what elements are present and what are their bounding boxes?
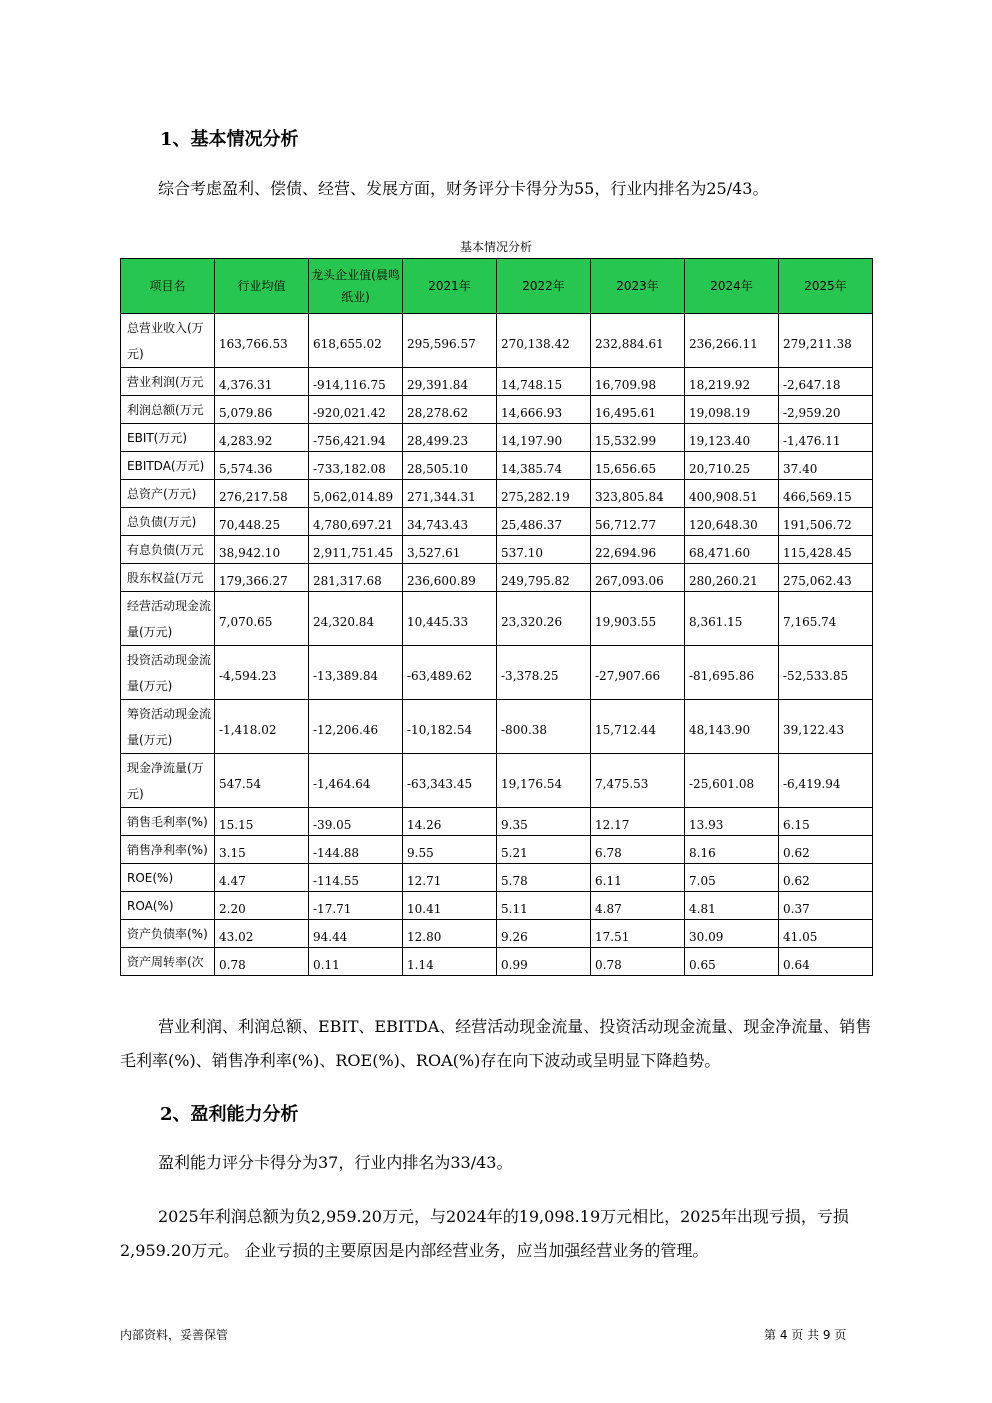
table-cell: 275,282.19 — [497, 480, 591, 508]
table-cell: 6.11 — [591, 864, 685, 892]
table-cell: 618,655.02 — [309, 314, 403, 368]
table-cell: 0.99 — [497, 948, 591, 976]
table-row — [121, 536, 873, 564]
table-cell: -1,464.64 — [309, 754, 403, 808]
table-cell: 2,911,751.45 — [309, 536, 403, 564]
table-cell: 236,600.89 — [403, 564, 497, 592]
table-row — [121, 808, 873, 836]
table-cell: 400,908.51 — [685, 480, 779, 508]
table-cell: 270,138.42 — [497, 314, 591, 368]
table-cell: 0.78 — [591, 948, 685, 976]
table-cell: 23,320.26 — [497, 592, 591, 646]
table-cell: 6.78 — [591, 836, 685, 864]
table-cell: 25,486.37 — [497, 508, 591, 536]
table-row — [121, 700, 873, 754]
table-cell: 16,495.61 — [591, 396, 685, 424]
table-row — [121, 836, 873, 864]
table-cell: -144.88 — [309, 836, 403, 864]
column-header: 项目名 — [121, 259, 215, 314]
table-row — [121, 564, 873, 592]
table-cell: 5,062,014.89 — [309, 480, 403, 508]
table-cell: -1,476.11 — [779, 424, 873, 452]
table-cell: 14,666.93 — [497, 396, 591, 424]
table-header-row — [121, 259, 873, 314]
table-cell: 19,903.55 — [591, 592, 685, 646]
table-cell: 3,527.61 — [403, 536, 497, 564]
column-header: 2021年 — [403, 259, 497, 314]
table-cell: 547.54 — [215, 754, 309, 808]
footer-page-number: 第 4 页 共 9 页 — [764, 1328, 847, 1342]
section-2-summary: 盈利能力评分卡得分为37，行业内排名为33/43。 — [158, 1153, 513, 1172]
table-cell: 271,344.31 — [403, 480, 497, 508]
table-cell: -39.05 — [309, 808, 403, 836]
table-cell: -756,421.94 — [309, 424, 403, 452]
table-cell: 5.78 — [497, 864, 591, 892]
row-label: 投资活动现金流量(万元) — [121, 646, 215, 700]
table-row — [121, 920, 873, 948]
table-cell: 19,123.40 — [685, 424, 779, 452]
table-body — [121, 314, 873, 976]
row-label: 现金净流量(万元) — [121, 754, 215, 808]
table-cell: 14,385.74 — [497, 452, 591, 480]
column-header: 2022年 — [497, 259, 591, 314]
table-cell: 279,211.38 — [779, 314, 873, 368]
table-cell: 24,320.84 — [309, 592, 403, 646]
table-cell: 466,569.15 — [779, 480, 873, 508]
table-row — [121, 508, 873, 536]
column-header: 龙头企业值(晨鸣纸业) — [309, 259, 403, 314]
table-cell: 280,260.21 — [685, 564, 779, 592]
table-cell: 30.09 — [685, 920, 779, 948]
table-cell: 7.05 — [685, 864, 779, 892]
row-label: 总资产(万元) — [121, 480, 215, 508]
column-header: 2025年 — [779, 259, 873, 314]
footer-confidential: 内部资料，妥善保管 — [120, 1328, 229, 1342]
table-cell: -2,647.18 — [779, 368, 873, 396]
table-cell: -52,533.85 — [779, 646, 873, 700]
row-label: ROE(%) — [121, 864, 215, 892]
table-cell: 15.15 — [215, 808, 309, 836]
table-row — [121, 424, 873, 452]
table-cell: 0.62 — [779, 864, 873, 892]
table-cell: 6.15 — [779, 808, 873, 836]
table-cell: 28,278.62 — [403, 396, 497, 424]
table-cell: 0.65 — [685, 948, 779, 976]
table-cell: 4.47 — [215, 864, 309, 892]
table-cell: 115,428.45 — [779, 536, 873, 564]
table-cell: 0.11 — [309, 948, 403, 976]
table-cell: 179,366.27 — [215, 564, 309, 592]
table-cell: 12.71 — [403, 864, 497, 892]
financial-table — [120, 258, 873, 976]
table-cell: 15,712.44 — [591, 700, 685, 754]
table-cell: 43.02 — [215, 920, 309, 948]
table-cell: 7,070.65 — [215, 592, 309, 646]
table-row — [121, 646, 873, 700]
column-header: 2024年 — [685, 259, 779, 314]
table-cell: -25,601.08 — [685, 754, 779, 808]
table-cell: 37.40 — [779, 452, 873, 480]
table-cell: 5,574.36 — [215, 452, 309, 480]
table-cell: 5,079.86 — [215, 396, 309, 424]
table-cell: 191,506.72 — [779, 508, 873, 536]
row-label: ROA(%) — [121, 892, 215, 920]
table-cell: 1.14 — [403, 948, 497, 976]
table-cell: 94.44 — [309, 920, 403, 948]
table-row — [121, 396, 873, 424]
table-cell: 537.10 — [497, 536, 591, 564]
table-cell: 275,062.43 — [779, 564, 873, 592]
table-cell: -81,695.86 — [685, 646, 779, 700]
table-cell: 20,710.25 — [685, 452, 779, 480]
row-label: 资产负债率(%) — [121, 920, 215, 948]
table-cell: 281,317.68 — [309, 564, 403, 592]
table-row — [121, 314, 873, 368]
table-cell: 22,694.96 — [591, 536, 685, 564]
row-label: 资产周转率(次 — [121, 948, 215, 976]
table-cell: -10,182.54 — [403, 700, 497, 754]
table-cell: -914,116.75 — [309, 368, 403, 396]
table-cell: 17.51 — [591, 920, 685, 948]
table-cell: 4,780,697.21 — [309, 508, 403, 536]
table-cell: 0.78 — [215, 948, 309, 976]
table-cell: 163,766.53 — [215, 314, 309, 368]
table-caption: 基本情况分析 — [459, 240, 532, 254]
table-cell: 7,475.53 — [591, 754, 685, 808]
table-cell: 19,176.54 — [497, 754, 591, 808]
row-label: 利润总额(万元 — [121, 396, 215, 424]
table-cell: 0.37 — [779, 892, 873, 920]
table-cell: 28,505.10 — [403, 452, 497, 480]
table-cell: -6,419.94 — [779, 754, 873, 808]
section-1-heading: 1、基本情况分析 — [160, 129, 299, 150]
table-cell: 249,795.82 — [497, 564, 591, 592]
table-cell: 19,098.19 — [685, 396, 779, 424]
table-cell: 4.87 — [591, 892, 685, 920]
table-row — [121, 452, 873, 480]
table-cell: 267,093.06 — [591, 564, 685, 592]
table-cell: 9.55 — [403, 836, 497, 864]
row-label: 有息负债(万元 — [121, 536, 215, 564]
table-cell: 5.11 — [497, 892, 591, 920]
table-row — [121, 368, 873, 396]
table-cell: 0.62 — [779, 836, 873, 864]
row-label: 经营活动现金流量(万元) — [121, 592, 215, 646]
table-cell: 276,217.58 — [215, 480, 309, 508]
table-cell: 236,266.11 — [685, 314, 779, 368]
table-cell: -3,378.25 — [497, 646, 591, 700]
table-cell: 29,391.84 — [403, 368, 497, 396]
table-cell: 232,884.61 — [591, 314, 685, 368]
table-cell: 4,376.31 — [215, 368, 309, 396]
table-cell: 0.64 — [779, 948, 873, 976]
table-cell: 9.35 — [497, 808, 591, 836]
table-cell: 8,361.15 — [685, 592, 779, 646]
column-header: 2023年 — [591, 259, 685, 314]
table-cell: 10,445.33 — [403, 592, 497, 646]
table-cell: -17.71 — [309, 892, 403, 920]
table-cell: 9.26 — [497, 920, 591, 948]
table-row — [121, 892, 873, 920]
table-cell: 48,143.90 — [685, 700, 779, 754]
table-cell: -114.55 — [309, 864, 403, 892]
table-cell: 14,748.15 — [497, 368, 591, 396]
table-cell: 56,712.77 — [591, 508, 685, 536]
table-cell: -800.38 — [497, 700, 591, 754]
table-cell: 28,499.23 — [403, 424, 497, 452]
table-cell: 3.15 — [215, 836, 309, 864]
table-cell: -2,959.20 — [779, 396, 873, 424]
section-2-heading: 2、盈利能力分析 — [160, 1104, 299, 1125]
table-cell: 41.05 — [779, 920, 873, 948]
table-cell: 18,219.92 — [685, 368, 779, 396]
row-label: 销售净利率(%) — [121, 836, 215, 864]
table-cell: 39,122.43 — [779, 700, 873, 754]
table-cell: 12.17 — [591, 808, 685, 836]
table-row — [121, 864, 873, 892]
table-row — [121, 948, 873, 976]
table-cell: 120,648.30 — [685, 508, 779, 536]
table-cell: 15,656.65 — [591, 452, 685, 480]
table-cell: 70,448.25 — [215, 508, 309, 536]
table-cell: -63,489.62 — [403, 646, 497, 700]
table-cell: -920,021.42 — [309, 396, 403, 424]
table-cell: 15,532.99 — [591, 424, 685, 452]
table-cell: 16,709.98 — [591, 368, 685, 396]
table-row — [121, 754, 873, 808]
table-cell: 68,471.60 — [685, 536, 779, 564]
trend-note: 营业利润、利润总额、EBIT、EBITDA、经营活动现金流量、投资活动现金流量、现金净流量、销售毛利率(%)、销售净利率(%)、ROE(%)、ROA(%)存在向下波动或呈明显下降趋势。 — [120, 1017, 872, 1070]
row-label: EBITDA(万元) — [121, 452, 215, 480]
table-cell: 12.80 — [403, 920, 497, 948]
table-row — [121, 592, 873, 646]
row-label: 营业利润(万元 — [121, 368, 215, 396]
table-cell: 10.41 — [403, 892, 497, 920]
table-cell: 2.20 — [215, 892, 309, 920]
table-cell: 38,942.10 — [215, 536, 309, 564]
row-label: 筹资活动现金流量(万元) — [121, 700, 215, 754]
table-cell: -13,389.84 — [309, 646, 403, 700]
row-label: 股东权益(万元 — [121, 564, 215, 592]
table-cell: 4,283.92 — [215, 424, 309, 452]
row-label: EBIT(万元) — [121, 424, 215, 452]
table-cell: 323,805.84 — [591, 480, 685, 508]
row-label: 总营业收入(万元) — [121, 314, 215, 368]
table-cell: 4.81 — [685, 892, 779, 920]
table-cell: -27,907.66 — [591, 646, 685, 700]
section-2-detail: 2025年利润总额为负2,959.20万元，与2024年的19,098.19万元相比，2025年出现亏损，亏损2,959.20万元。 企业亏损的主要原因是内部经营业务，应当加强经营业务的管理。 — [120, 1207, 849, 1260]
table-cell: 14,197.90 — [497, 424, 591, 452]
table-cell: -12,206.46 — [309, 700, 403, 754]
table-cell: 34,743.43 — [403, 508, 497, 536]
table-row — [121, 480, 873, 508]
table-cell: -1,418.02 — [215, 700, 309, 754]
table-cell: 5.21 — [497, 836, 591, 864]
table-cell: 295,596.57 — [403, 314, 497, 368]
row-label: 总负债(万元) — [121, 508, 215, 536]
table-cell: -4,594.23 — [215, 646, 309, 700]
table-cell: 14.26 — [403, 808, 497, 836]
row-label: 销售毛利率(%) — [121, 808, 215, 836]
table-cell: 8.16 — [685, 836, 779, 864]
table-cell: 7,165.74 — [779, 592, 873, 646]
column-header: 行业均值 — [215, 259, 309, 314]
table-cell: 13.93 — [685, 808, 779, 836]
table-cell: -733,182.08 — [309, 452, 403, 480]
section-1-summary: 综合考虑盈利、偿债、经营、发展方面，财务评分卡得分为55，行业内排名为25/43。 — [158, 179, 769, 198]
table-cell: -63,343.45 — [403, 754, 497, 808]
